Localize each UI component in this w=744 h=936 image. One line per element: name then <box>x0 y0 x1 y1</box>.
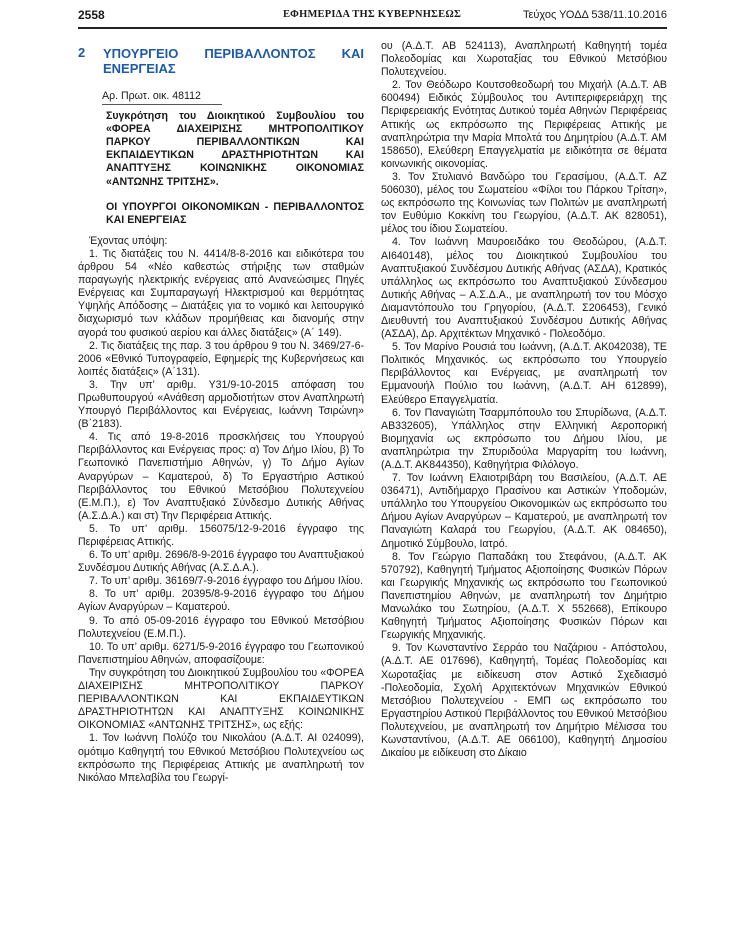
paragraph: 6. Τον Παναγιώτη Τσαρμπόπουλο του Σπυρίδωνα, (Α.Δ.Τ. ΑΒ332605), Υπάλληλος στην Ελληνική Αεροπορική Βιομηχανία ως εκπρόσωπο του Δήμου Ιλίου, με αναπληρώτρια την Σπυριδούλα Μαργαρίτη του Ιωάννη, (Α.Δ.Τ. ΑΚ844350), Καθηγήτρια Φιλόλογο. <box>381 406 667 471</box>
paragraph: 7. Τον Ιωάννη Ελαιοτριβάρη του Βασιλείου, (Α.Δ.Τ. ΑΕ 036471), Αντιδήμαρχο Πρασίνου και Αστικών Υποδομών, υπάλληλο του Υπουργείου Οικονομικών ως εκπρόσωπο του Δήμου Αγίων Αναργύρων – Καματερού, με αναπληρωτή τον Παναγιώτη Καλαρά του Γεωργίου, (Α.Δ.Τ. ΑΚ 084650), Δημοτικό Σύμβουλο, Ιατρό. <box>381 472 667 550</box>
page-number: 2558 <box>78 8 105 22</box>
paragraph: 4. Τον Ιωάννη Μαυροειδάκο του Θεοδώρου, (Α.Δ.Τ. ΑΙ640148), μέλος του Διοικητικού Συμβουλίου του Αναπτυξιακού Συνδέσμου Δυτικής Αθήνας (ΑΣΔΑ), Κρατικός υπάλληλος ως εκπρόσωπο του Αναπτυξιακού Σύνδεσμου Δυτικής Αθήνας – Α.Σ.Δ.Α., με αναπληρωτή τον του Μόσχο Διαμαντόπουλο του Γρηγορίου, (Α.Δ.Τ. Σ206453), Γενικό Διευθυντή του Αναπτυξιακού Συνδέσμου Δυτικής Αθήνας (ΑΣΔΑ), Δρ. Αρχιτέκτων Μηχανικό - Πολεοδόμο. <box>381 236 667 341</box>
paragraph: 7. Το υπ’ αριθμ. 36169/7-9-2016 έγγραφο του Δήμου Ιλίου. <box>89 575 364 588</box>
issue-info: Τεύχος ΥΟΔΔ 538/11.10.2016 <box>522 9 667 21</box>
paragraph: 3. Τον Στυλιανό Βανδώρο του Γερασίμου, (Α.Δ.Τ. ΑΖ 506030), μέλος του Σωματείου «Φίλοι του Πάρκου Τρίτση», ως εκπρόσωπο της Κοινωνίας των Πολιτών με αναπληρωτή τον Ευθύμιο Κοκκίνη του Γεωργίου, (Α.Δ.Τ. ΑΚ 828051), μέλος του ίδιου Σωματείου. <box>381 170 667 236</box>
paragraph: 1. Τις διατάξεις του Ν. 4414/8-8-2016 και ειδικότερα του άρθρου 54 «Νέο καθεστώς στήριξης των σταθμών παραγωγής ηλεκτρικής ενέργειας από Ανανεώσιμες Πηγές Ενέργειας και Συμπαραγωγή Ηλεκτρισμού και θερμότητας Υψηλής Απόδοσης – Διατάξεις για το νομικό και λειτουργικό διαχωρισμό των κλάδων προμήθειας και διανομής στην αγορά του φυσικού αερίου και άλλες διατάξεις» (Α΄ 149). <box>78 247 364 339</box>
protocol-underline <box>102 104 222 105</box>
left-body <box>78 235 364 785</box>
header-rule <box>78 27 667 29</box>
paragraph: ου (Α.Δ.Τ. ΑΒ 524113), Αναπληρωτή Καθηγητή τομέα Πολεοδομίας και Χωροταξίας του Εθνικού Μετσόβιου Πολυτεχνείου. <box>381 40 667 79</box>
paragraph: 9. Το από 05-09-2016 έγγραφο του Εθνικού Μετσόβιου Πολυτεχνείου (Ε.Μ.Π.). <box>78 614 364 640</box>
paragraph: 9. Τον Κωνσταντίνο Σερράο του Ναζάριου - Απόστολου, (Α.Δ.Τ. ΑΕ 017696), Καθηγητή, Τομέας Πολεοδομίας και Χωροταξίας με ειδίκευση στον Αστικό Σχεδιασμό -Πολεοδομία, Σχολή Αρχιτεκτόνων Μηχανικών Εθνικού Μετσόβιου Πολυτεχνείου - ΕΜΠ ως εκπρόσωπο του Εργαστηρίου Αστικού Περιβάλλοντος του Εθνικού Μετσόβιου Πολυτεχνείου, με αναπληρωτή τον Δημήτριο Μέλισσα του Κωνσταντίνου, (Α.Δ.Τ. ΑΕ 066100), Καθηγητή Δημοσίου Δικαίου με ειδίκευση στο Δίκαιο <box>381 642 667 760</box>
paragraph: Την συγκρότηση του Διοικητικού Συμβουλίου του «ΦΟΡΕΑ ΔΙΑΧΕΙΡΙΣΗΣ ΜΗΤΡΟΠΟΛΙΤΙΚΟΥ ΠΑΡΚΟΥ ΠΕΡΙΒΑΛΛΟΝΤΙΚΩΝ ΚΑΙ ΕΚΠΑΙΔΕΥΤΙΚΩΝ ΔΡΑΣΤΗΡΙΟΤΗΤΩΝ ΚΑΙ ΑΝΑΠΤΥΞΗΣ ΚΟΙΝΩΝΙΚΗΣ ΟΙΚΟΝΟΜΙΑΣ «ΑΝΤΩΝΗΣ ΤΡΙΤΣΗΣ», ως εξής: <box>78 666 364 732</box>
protocol-number: Αρ. Πρωτ. οικ. 48112 <box>102 90 201 102</box>
ministers-heading: ΟΙ ΥΠΟΥΡΓΟΙ ΟΙΚΟΝΟΜΙΚΩΝ - ΠΕΡΙΒΑΛΛΟΝΤΟΣ ΚΑΙ ΕΝΕΡΓΕΙΑΣ <box>106 200 364 226</box>
decision-title: Συγκρότηση του Διοικητικού Συμβουλίου του «ΦΟΡΕΑ ΔΙΑΧΕΙΡΙΣΗΣ ΜΗΤΡΟΠΟΛΙΤΙΚΟΥ ΠΑΡΚΟΥ ΠΕΡΙΒΑΛΛΟΝΤΙΚΩΝ ΚΑΙ ΕΚΠΑΙΔΕΥΤΙΚΩΝ ΔΡΑΣΤΗΡΙΟΤΗΤΩΝ ΚΑΙ ΑΝΑΠΤΥΞΗΣ ΚΟΙΝΩΝΙΚΗΣ ΟΙΚΟΝΟΜΙΑΣ «ΑΝΤΩΝΗΣ ΤΡΙΤΣΗΣ». <box>106 110 364 188</box>
paragraph: 1. Τον Ιωάννη Πολύζο του Νικολάου (Α.Δ.Τ. ΑΙ 024099), ομότιμο Καθηγητή του Εθνικού Μετσόβιου Πολυτεχνείου ως εκπρόσωπο της Περιφέρειας Αττικής με αναπληρωτή τον Νικόλαο Μπελαβίλα του Γεωργί- <box>78 732 364 784</box>
paragraph: 10. Το υπ’ αριθμ. 6271/5-9-2016 έγγραφο του Γεωπονικού Πανεπιστημίου Αθηνών, αποφασίζουμε: <box>78 640 364 666</box>
paragraph: 4. Τις από 19-8-2016 προσκλήσεις του Υπουργού Περιβάλλοντος και Ενέργειας προς: α) Τον Δήμο Ιλίου, β) Το Γεωπονικό Πανεπιστήμιο Αθηνών, γ) Το Δήμο Αγίων Αναργύρων – Καματερού, δ) Το Εργαστήριο Αστικού Περιβάλλοντος του Εθνικού Μετσόβιου Πολυτεχνείου (Ε.Μ.Π.), ε) Τον Αναπτυξιακό Σύνδεσμο Δυτικής Αθήνας (Α.Σ.Δ.Α.) και στ) Την Περιφέρεια Αττικής. <box>78 431 364 522</box>
page-header <box>0 0 744 30</box>
paragraph: Έχοντας υπόψη: <box>89 234 168 247</box>
paragraph: 3. Την υπ’ αριθμ. Υ31/9-10-2015 απόφαση του Πρωθυπουργού «Ανάθεση αρμοδιοτήτων στον Αναπληρωτή Υπουργό Περιβάλλοντος και Ενέργειας, Ιωάννη Τσιρώνη» (Β΄2183). <box>78 378 364 431</box>
left-column <box>78 46 364 785</box>
paragraph: 5. Τον Μαρίνο Ρουσιά του Ιωάννη, (Α.Δ.Τ. ΑΚ042038), ΤΕ Πολιτικός Μηχανικός. ως εκπρόσωπο του Υπουργείο Περιβάλλοντος και Ενέργειας, με αναπληρωτή τον Εμμανουήλ Πούλιο του Ιωάννη, (Α.Δ.Τ. ΑΗ 612899), Ελεύθερο Επαγγελματία. <box>381 341 667 406</box>
paragraph: 8. Το υπ’ αριθμ. 20395/8-9-2016 έγγραφο του Δήμου Αγίων Αναργύρων – Καματερού. <box>78 588 364 614</box>
paragraph: 5. Το υπ’ αριθμ. 156075/12-9-2016 έγγραφο της Περιφέρειας Αττικής. <box>78 522 364 548</box>
ministry-name: ΥΠΟΥΡΓΕΙΟ ΠΕΡΙΒΑΛΛΟΝΤΟΣ ΚΑΙ ΕΝΕΡΓΕΙΑΣ <box>102 46 364 76</box>
ministry-heading <box>78 46 364 76</box>
paragraph: 6. Το υπ’ αριθμ. 2696/8-9-2016 έγγραφο του Αναπτυξιακού Συνδέσμου Δυτικής Αθήνας (Α.Σ.Δ.Α.). <box>78 549 364 575</box>
section-number: 2 <box>78 45 86 60</box>
paragraph: 8. Τον Γεώργιο Παπαδάκη του Στεφάνου, (Α.Δ.Τ. ΑΚ 570792), Καθηγητή Τμήματος Αξιοποίησης Φυσικών Πόρων και Γεωργικής Μηχανικής ως εκπρόσωπο του Γεωπονικού Πανεπιστημίου Αθηνών, με αναπληρωτή τον Δημήτριο Μανωλάκο του Σωτηρίου, (Α.Δ.Τ. Χ 552668), Επίκουρο Καθηγητή Τμήματος Αξιοποίησης Φυσικών Πόρων και Γεωργικής Μηχανικής. <box>381 550 667 642</box>
paragraph: 2. Τον Θεόδωρο Κουτσοθεοδωρή του Μιχαήλ (Α.Δ.Τ. ΑΒ 600494) Ειδικός Σύμβουλος του Αντιπεριφερειάρχη της Περιφερειακής Ενότητας Δυτικού τομέα Αθηνών Περιφέρειας Αττικής ως εκπρόσωπο της Περιφέρειας Αττικής με αναπληρώτρια την Μαρία Μπολτά του Δημητρίου (Α.Δ.Τ. ΑΜ 158650), Ελεύθερη Επαγγελματία με ειδικότητα σε θέματα κοινωνικής οικονομίας. <box>381 79 667 170</box>
right-column <box>381 40 667 760</box>
paragraph: 2. Τις διατάξεις της παρ. 3 του άρθρου 9 του Ν. 3469/27-6-2006 «Εθνικό Τυπογραφείο, Εφημερίς της Κυβερνήσεως και λοιπές διατάξεις» (Α΄131). <box>78 339 364 378</box>
gazette-title: ΕΦΗΜΕΡΙΔΑ ΤΗΣ ΚΥΒΕΡΝΗΣΕΩΣ <box>282 9 462 20</box>
